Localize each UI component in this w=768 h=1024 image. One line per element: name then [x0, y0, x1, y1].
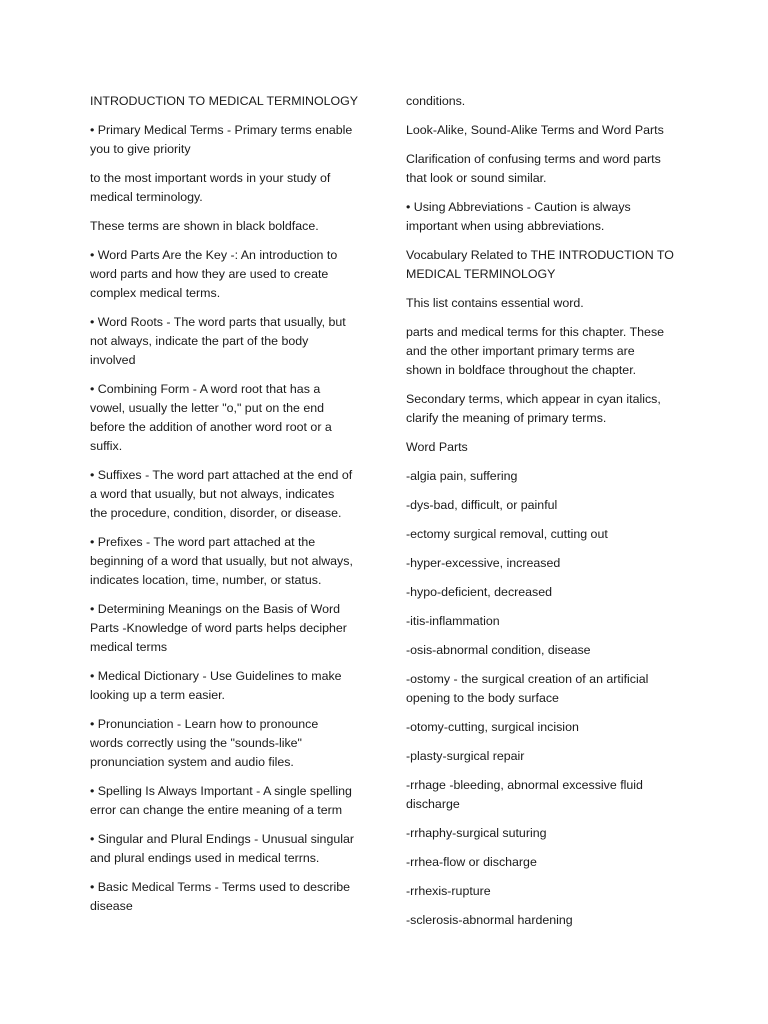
paragraph: • Determining Meanings on the Basis of Word Parts -Knowledge of word parts helps decipher medical terms [90, 602, 347, 654]
paragraph: • Basic Medical Terms - Terms used to describe disease [90, 880, 351, 913]
paragraph: • Combining Form - A word root that has a vowel, usually the letter "o," put on the end before the addition of another word root or a suffix. [90, 382, 332, 453]
word-part-entry: -ostomy - the surgical creation of an artificial opening to the body surface [406, 672, 649, 705]
word-part-entry: -rrhexis-rupture [406, 884, 491, 898]
paragraph: to the most important words in your study of medical terminology. [90, 171, 331, 204]
right-column [406, 92, 678, 940]
paragraph: • Spelling Is Always Important - A single spelling error can change the entire meaning of a term [90, 784, 352, 817]
section-heading: Look-Alike, Sound-Alike Terms and Word Parts [406, 123, 664, 137]
section-heading: Vocabulary Related to THE INTRODUCTION TO MEDICAL TERMINOLOGY [406, 248, 674, 281]
word-part-entry: -itis-inflammation [406, 614, 500, 628]
left-column [90, 92, 370, 926]
paragraph: • Word Parts Are the Key -: An introduction to word parts and how they are used to create complex medical terms. [90, 248, 338, 300]
paragraph: parts and medical terms for this chapter. These and the other important primary terms are shown in boldface throughout the chapter. [406, 325, 665, 377]
paragraph: This list contains essential word. [406, 296, 584, 310]
paragraph: • Word Roots - The word parts that usually, but not always, indicate the part of the body involved [90, 315, 346, 367]
word-part-entry: -otomy-cutting, surgical incision [406, 720, 579, 734]
word-part-entry: -osis-abnormal condition, disease [406, 643, 591, 657]
paragraph: Secondary terms, which appear in cyan italics, clarify the meaning of primary terms. [406, 392, 661, 425]
paragraph: Clarification of confusing terms and word parts that look or sound similar. [406, 152, 661, 185]
word-part-entry: -sclerosis-abnormal hardening [406, 913, 573, 927]
paragraph: • Primary Medical Terms - Primary terms enable you to give priority [90, 123, 353, 156]
paragraph: • Pronunciation - Learn how to pronounce words correctly using the "sounds-like" pronunciation system and audio files. [90, 717, 319, 769]
section-heading: Word Parts [406, 440, 468, 454]
word-part-entry: -plasty-surgical repair [406, 749, 525, 763]
word-part-entry: -hypo-deficient, decreased [406, 585, 553, 599]
paragraph: conditions. [406, 94, 466, 108]
paragraph: • Using Abbreviations - Caution is always important when using abbreviations. [406, 200, 631, 233]
word-part-entry: -rrhaphy-surgical suturing [406, 826, 547, 840]
paragraph: • Suffixes - The word part attached at the end of a word that usually, but not always, indicates the procedure, condition, disorder, or disease. [90, 468, 353, 520]
word-part-entry: -hyper-excessive, increased [406, 556, 561, 570]
paragraph: • Medical Dictionary - Use Guidelines to make looking up a term easier. [90, 669, 342, 702]
document-title: INTRODUCTION TO MEDICAL TERMINOLOGY [90, 94, 359, 108]
paragraph: • Prefixes - The word part attached at the beginning of a word that usually, but not always, indicates location, time, number, or status. [90, 535, 353, 587]
word-part-entry: -rrhea-flow or discharge [406, 855, 537, 869]
word-part-entry: -dys-bad, difficult, or painful [406, 498, 558, 512]
paragraph: These terms are shown in black boldface. [90, 219, 319, 233]
word-part-entry: -rrhage -bleeding, abnormal excessive fluid discharge [406, 778, 643, 811]
paragraph: • Singular and Plural Endings - Unusual singular and plural endings used in medical terrns. [90, 832, 355, 865]
word-part-entry: -ectomy surgical removal, cutting out [406, 527, 608, 541]
word-part-entry: -algia pain, suffering [406, 469, 518, 483]
